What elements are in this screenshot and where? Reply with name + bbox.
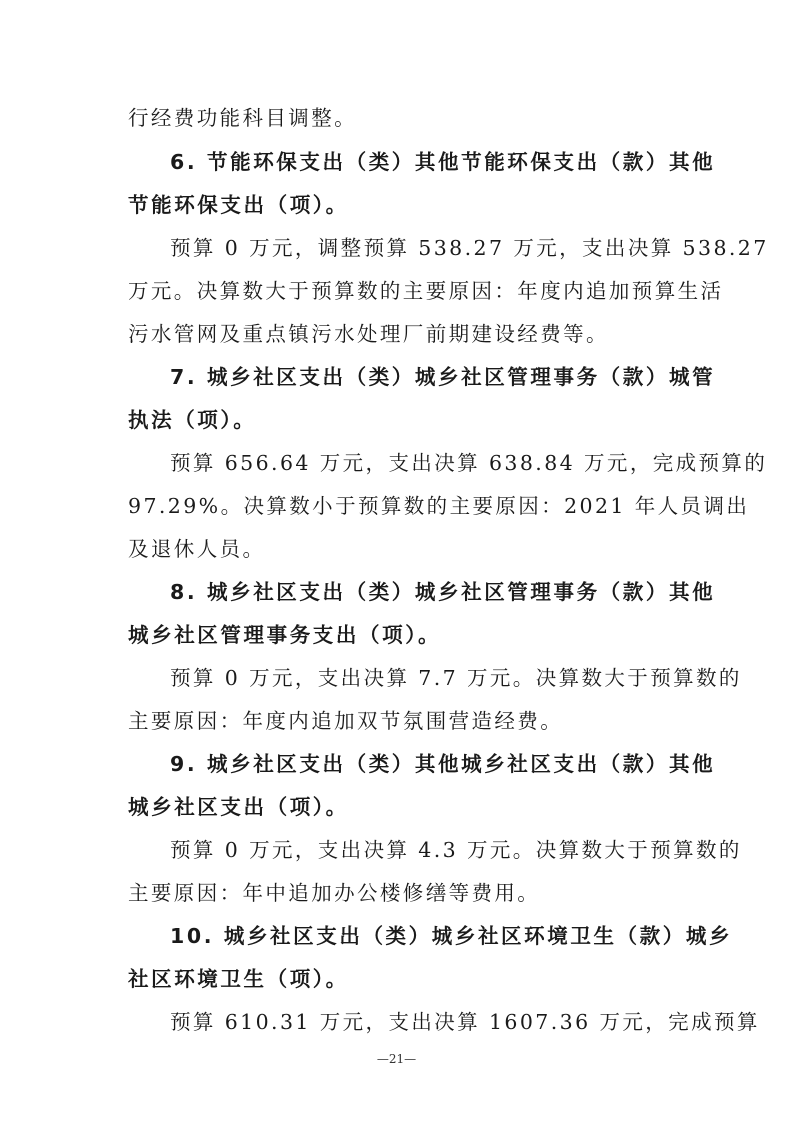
section-heading-9-cont: 城乡社区支出（项）。: [128, 795, 349, 819]
paragraph-line: 主要原因：年度内追加双节氛围营造经费。: [128, 709, 564, 733]
section-heading-7: 7. 城乡社区支出（类）城乡社区管理事务（款）城管: [170, 365, 716, 389]
paragraph-line: 预算 0 万元，支出决算 7.7 万元。决算数大于预算数的: [170, 666, 742, 690]
section-heading-10: 10. 城乡社区支出（类）城乡社区环境卫生（款）城乡: [170, 924, 733, 948]
section-heading-8-cont: 城乡社区管理事务支出（项）。: [128, 623, 442, 647]
section-heading-9: 9. 城乡社区支出（类）其他城乡社区支出（款）其他: [170, 752, 716, 776]
paragraph-line: 预算 656.64 万元，支出决算 638.84 万元，完成预算的: [170, 451, 768, 475]
paragraph-line: 主要原因：年中追加办公楼修缮等费用。: [128, 881, 541, 905]
section-heading-10-cont: 社区环境卫生（项）。: [128, 967, 349, 991]
section-heading-6: 6. 节能环保支出（类）其他节能环保支出（款）其他: [170, 150, 716, 174]
paragraph-line: 行经费功能科目调整。: [128, 106, 357, 130]
paragraph-line: 97.29%。决算数小于预算数的主要原因：2021 年人员调出: [128, 494, 750, 518]
paragraph-line: 预算 0 万元，调整预算 538.27 万元，支出决算 538.27: [170, 236, 769, 260]
paragraph-line: 预算 0 万元，支出决算 4.3 万元。决算数大于预算数的: [170, 838, 742, 862]
paragraph-line: 及退休人员。: [128, 537, 266, 561]
section-heading-8: 8. 城乡社区支出（类）城乡社区管理事务（款）其他: [170, 580, 716, 604]
section-heading-7-cont: 执法（项）。: [128, 408, 257, 432]
paragraph-line: 万元。决算数大于预算数的主要原因：年度内追加预算生活: [128, 279, 724, 303]
section-heading-6-cont: 节能环保支出（项）。: [128, 193, 349, 217]
paragraph-line: 预算 610.31 万元，支出决算 1607.36 万元，完成预算: [170, 1010, 760, 1034]
paragraph-line: 污水管网及重点镇污水处理厂前期建设经费等。: [128, 322, 609, 346]
page-number: —21—: [376, 1052, 417, 1066]
